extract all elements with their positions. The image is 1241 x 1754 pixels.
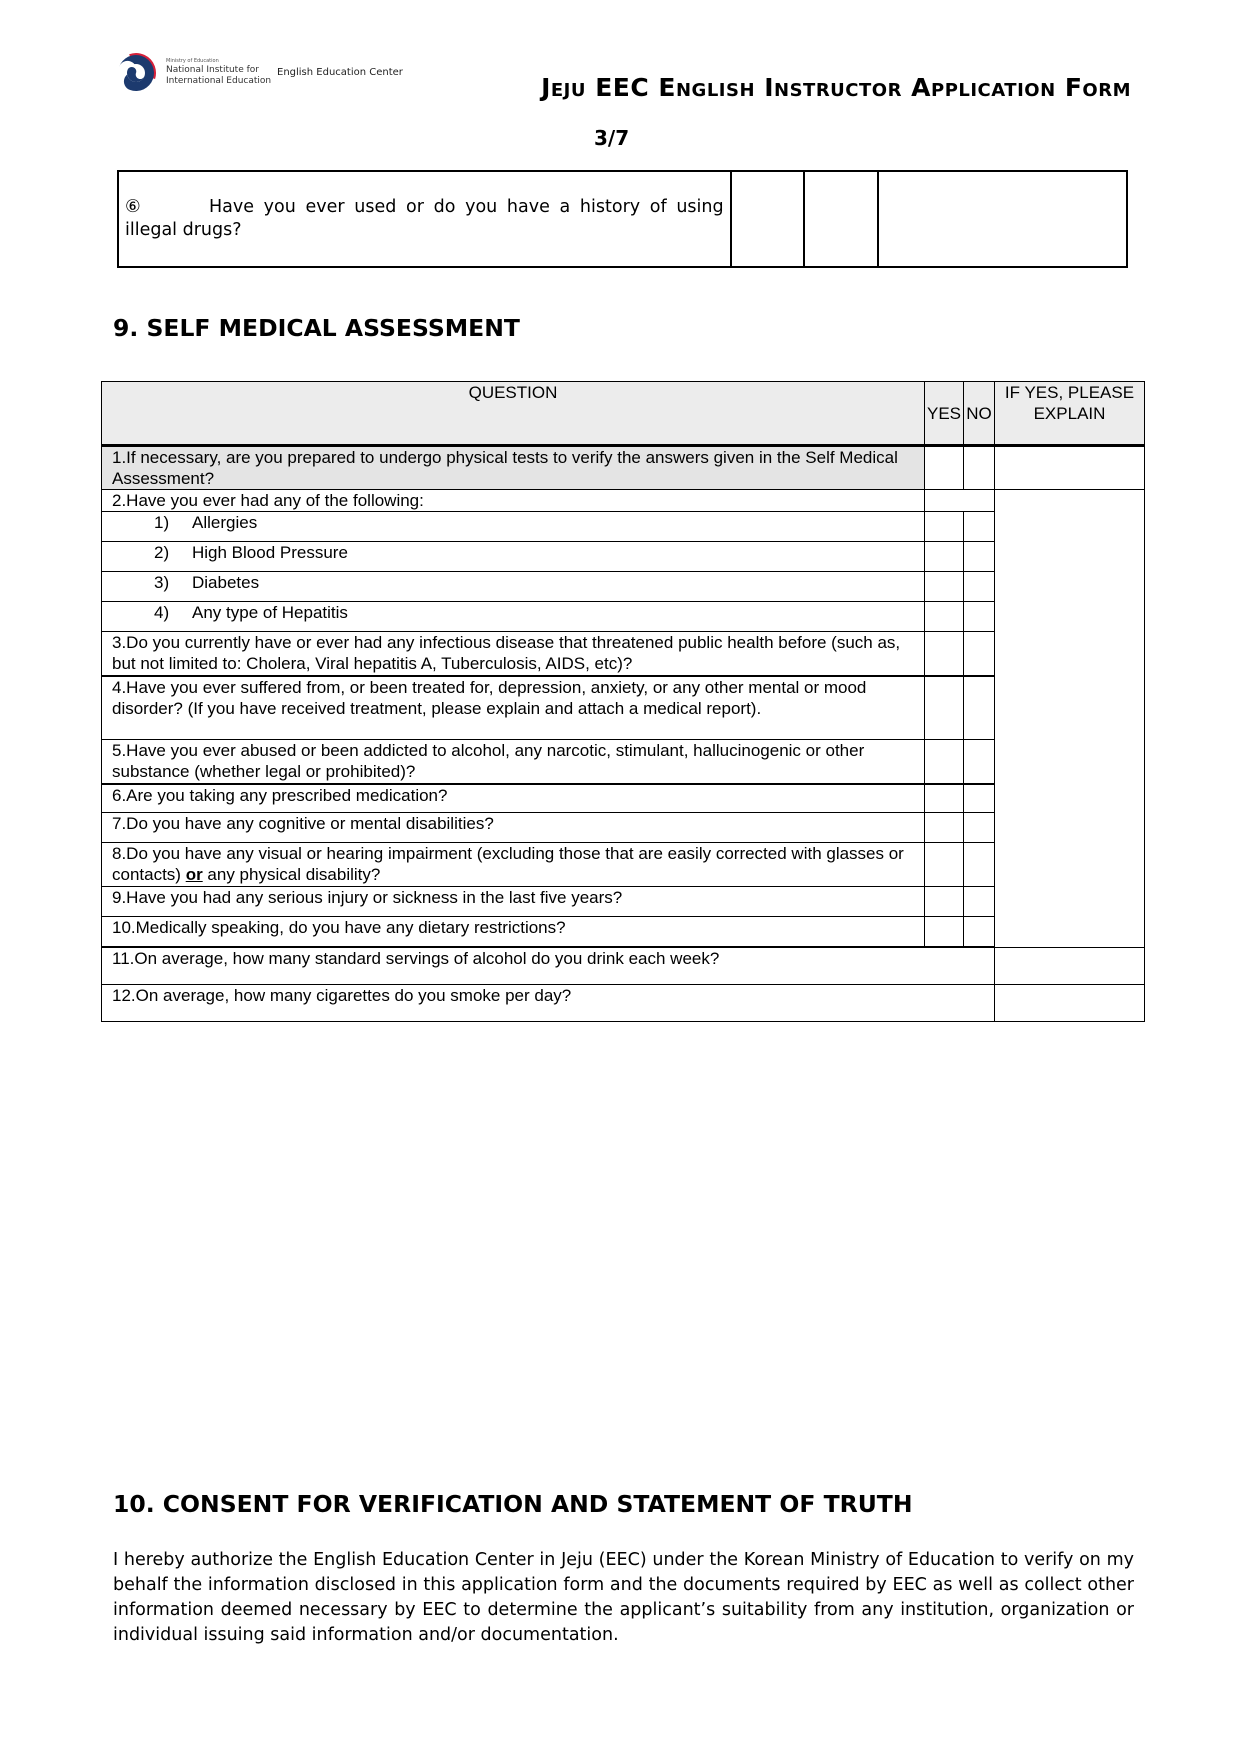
logo-institute-text xyxy=(166,58,271,87)
no-cell[interactable] xyxy=(964,887,995,917)
no-cell[interactable] xyxy=(964,602,995,632)
yes-cell[interactable] xyxy=(925,542,964,572)
question-9: 9.Have you had any serious injury or sickness in the last five years? xyxy=(102,887,925,917)
column-header-question: QUESTION xyxy=(102,382,925,446)
table-row xyxy=(102,784,1145,813)
question-8-or: or xyxy=(185,865,203,884)
explain-cell-shared[interactable] xyxy=(995,490,1145,948)
table-row xyxy=(102,542,1145,572)
table-row xyxy=(102,843,1145,887)
yes-cell[interactable] xyxy=(925,843,964,887)
explain-cell[interactable] xyxy=(878,171,1127,267)
yes-cell[interactable] xyxy=(925,740,964,784)
question-12: 12.On average, how many cigarettes do you smoke per day? xyxy=(102,985,995,1022)
column-header-yes: YES xyxy=(925,382,964,446)
table-row xyxy=(102,572,1145,602)
logo-institute-line1: National Institute for xyxy=(166,65,259,75)
taegeuk-logo-icon xyxy=(115,52,157,94)
yes-cell[interactable] xyxy=(925,784,964,813)
yes-cell[interactable] xyxy=(925,446,964,490)
table-row xyxy=(102,740,1145,784)
no-cell[interactable] xyxy=(964,784,995,813)
no-cell[interactable] xyxy=(964,917,995,947)
yes-cell[interactable] xyxy=(925,676,964,740)
question-8-part2: any physical disability? xyxy=(202,865,381,884)
logo-ministry: Ministry of Education xyxy=(166,58,219,64)
table-row xyxy=(102,813,1145,843)
question-1: 1.If necessary, are you prepared to undergo physical tests to verify the answers given in the Self Medical Assessment? xyxy=(102,446,925,490)
no-cell[interactable] xyxy=(964,843,995,887)
item-label: High Blood Pressure xyxy=(192,543,348,562)
question-2: 2.Have you ever had any of the following: xyxy=(102,490,925,512)
document-title: Jeju EEC English Instructor Application Form xyxy=(541,73,1131,102)
question-2-item xyxy=(102,602,925,632)
question-10: 10.Medically speaking, do you have any dietary restrictions? xyxy=(102,917,925,947)
question-8 xyxy=(102,843,925,887)
yes-cell[interactable] xyxy=(925,887,964,917)
page-number: 3/7 xyxy=(594,126,630,150)
yes-no-spacer xyxy=(925,490,995,512)
logo-institute-line2: International Education xyxy=(166,76,272,86)
logo-center: English Education Center xyxy=(277,67,403,78)
drug-history-table xyxy=(117,170,1128,268)
item-number: 1) xyxy=(154,513,170,532)
table-row xyxy=(102,632,1145,676)
medical-assessment-table xyxy=(101,381,1145,1022)
question-5: 5.Have you ever abused or been addicted to alcohol, any narcotic, stimulant, hallucinogenic or other substance (whether legal or prohibited)? xyxy=(102,740,925,784)
item-number: 3) xyxy=(154,573,170,592)
column-header-explain: IF YES, PLEASE EXPLAIN xyxy=(995,382,1145,446)
column-header-no: NO xyxy=(964,382,995,446)
table-row xyxy=(102,887,1145,917)
yes-cell[interactable] xyxy=(925,813,964,843)
yes-cell[interactable] xyxy=(925,602,964,632)
question-text: Have you ever used or do you have a history of using illegal drugs? xyxy=(125,197,724,240)
no-cell[interactable] xyxy=(964,676,995,740)
yes-cell[interactable] xyxy=(731,171,805,267)
no-cell[interactable] xyxy=(964,512,995,542)
no-cell[interactable] xyxy=(964,740,995,784)
section-10-heading: 10. CONSENT FOR VERIFICATION AND STATEMENT OF TRUTH xyxy=(113,1490,913,1518)
table-row xyxy=(102,512,1145,542)
answer-cell[interactable] xyxy=(995,948,1145,985)
no-cell[interactable] xyxy=(804,171,878,267)
explain-cell[interactable] xyxy=(995,446,1145,490)
question-6: 6.Are you taking any prescribed medication? xyxy=(102,784,925,813)
table-row xyxy=(102,490,1145,512)
question-2-item xyxy=(102,542,925,572)
table-row xyxy=(118,171,1127,267)
question-2-item xyxy=(102,572,925,602)
question-2-item xyxy=(102,512,925,542)
table-row xyxy=(102,446,1145,490)
table-row xyxy=(102,985,1145,1022)
yes-cell[interactable] xyxy=(925,512,964,542)
item-label: Allergies xyxy=(192,513,258,532)
question-marker: ⑥ xyxy=(125,197,141,217)
question-7: 7.Do you have any cognitive or mental disabilities? xyxy=(102,813,925,843)
answer-cell[interactable] xyxy=(995,985,1145,1022)
yes-cell[interactable] xyxy=(925,917,964,947)
table-row xyxy=(102,602,1145,632)
question-3: 3.Do you currently have or ever had any infectious disease that threatened public health before (such as, but not limited to: Cholera, Viral hepatitis A, Tuberculosis, AIDS, etc)? xyxy=(102,632,925,676)
yes-cell[interactable] xyxy=(925,632,964,676)
question-11: 11.On average, how many standard servings of alcohol do you drink each week? xyxy=(102,948,995,985)
no-cell[interactable] xyxy=(964,446,995,490)
question-cell xyxy=(118,171,731,267)
item-label: Any type of Hepatitis xyxy=(192,603,348,622)
no-cell[interactable] xyxy=(964,542,995,572)
item-number: 2) xyxy=(154,543,170,562)
no-cell[interactable] xyxy=(964,632,995,676)
question-8-part1: 8.Do you have any visual or hearing impairment (excluding those that are easily corrected with glasses or contacts) xyxy=(112,844,904,884)
consent-paragraph: I hereby authorize the English Education Center in Jeju (EEC) under the Korean Ministry of Education to verify on my behalf the information disclosed in this application form and the documents required by EEC as well as collect other information deemed necessary by EEC to determine the applicant’s suitability from any institution, organization or individual issuing said information and/or documentation. xyxy=(113,1550,1134,1645)
yes-cell[interactable] xyxy=(925,572,964,602)
table-row xyxy=(102,917,1145,947)
table-row xyxy=(102,948,1145,985)
item-number: 4) xyxy=(154,603,170,622)
no-cell[interactable] xyxy=(964,572,995,602)
section-9-heading: 9. SELF MEDICAL ASSESSMENT xyxy=(113,314,520,342)
question-4: 4.Have you ever suffered from, or been treated for, depression, anxiety, or any other mental or mood disorder? (If you have received treatment, please explain and attach a medical report). xyxy=(102,676,925,740)
table-row xyxy=(102,676,1145,740)
table-header-row xyxy=(102,382,1145,446)
no-cell[interactable] xyxy=(964,813,995,843)
item-label: Diabetes xyxy=(192,573,260,592)
